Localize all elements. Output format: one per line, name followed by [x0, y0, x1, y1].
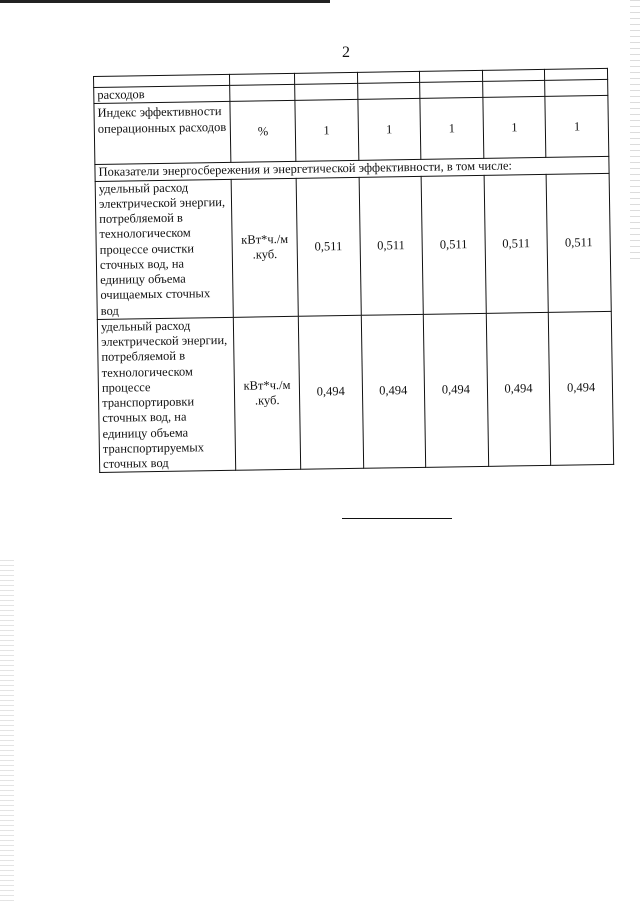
value-cell: 0,511 [546, 173, 611, 312]
scan-edge-top [0, 0, 330, 3]
scan-edge-right [630, 0, 640, 260]
value-cell: 1 [545, 96, 609, 158]
table-cell [357, 82, 420, 99]
table-cell [295, 83, 358, 100]
value-cell: 1 [483, 97, 547, 159]
table-row-energy-transport [97, 311, 613, 473]
section-header-text: Показатели энергосбережения и энергетической эффективности, в том числе: [95, 157, 609, 181]
value-cell: 0,494 [486, 312, 551, 466]
indicators-table [93, 68, 614, 473]
value-cell: 0,494 [361, 314, 426, 468]
table-cell [230, 84, 295, 101]
unit-cell: кВт*ч./м .куб. [234, 316, 301, 470]
table-cell [545, 79, 608, 96]
document-sheet [93, 68, 614, 473]
table-cell [420, 81, 483, 98]
value-cell: 0,494 [423, 313, 488, 467]
page-number: 2 [342, 44, 350, 61]
value-cell: 1 [420, 98, 484, 160]
value-cell: 0,494 [298, 315, 363, 469]
row-label: Индекс эффективности операционных расходов [94, 102, 231, 165]
value-cell: 1 [295, 100, 359, 162]
unit-cell: кВт*ч./м .куб. [231, 178, 298, 317]
table-row-opex-index [94, 96, 609, 165]
scan-edge-left [0, 560, 14, 905]
value-cell: 0,511 [484, 174, 549, 313]
table-cell [482, 80, 545, 97]
value-cell: 1 [357, 99, 421, 161]
value-cell: 0,511 [359, 176, 424, 315]
row-label: расходов [94, 85, 231, 103]
table-row-energy-cleaning [95, 173, 611, 319]
row-label: удельный расход электрической энергии, потребляемой в технологическом процессе очистки сточных вод, на единицу объема очищаемых сточных вод [95, 179, 233, 319]
row-label: удельный расход электрической энергии, потребляемой в технологическом процессе транспортировки сточных вод, на единицу объема транспортируемых сточных вод [97, 317, 236, 473]
value-cell: 0,494 [549, 311, 614, 465]
unit-cell: % [230, 101, 296, 163]
closing-rule [342, 518, 452, 519]
value-cell: 0,511 [296, 177, 361, 316]
value-cell: 0,511 [421, 175, 486, 314]
